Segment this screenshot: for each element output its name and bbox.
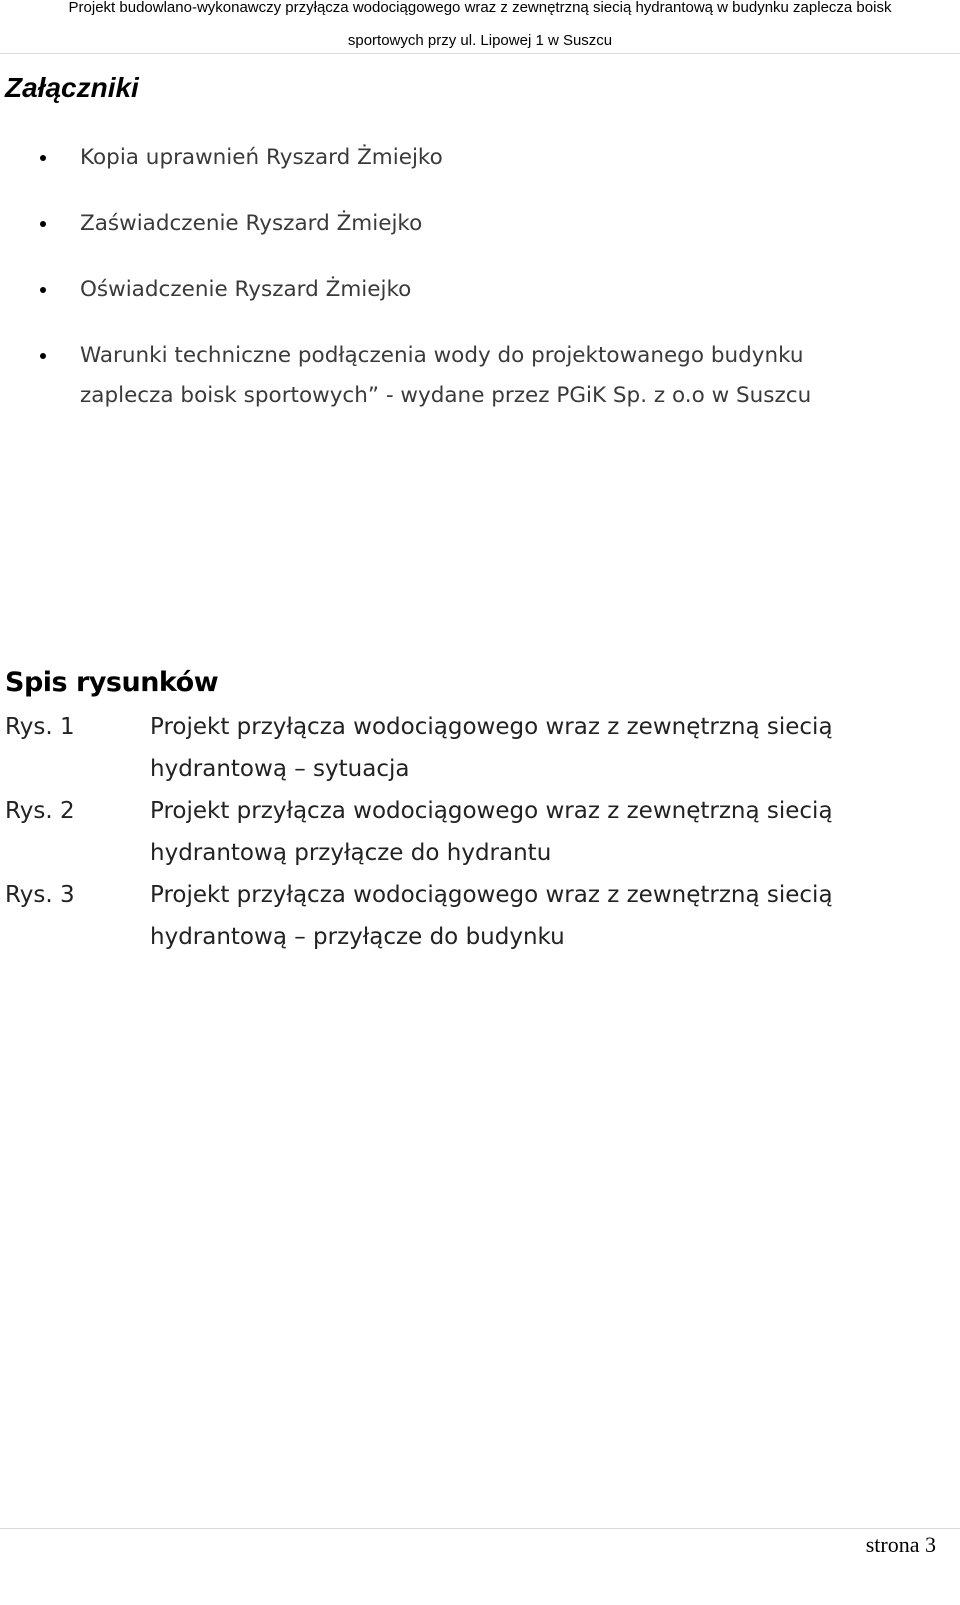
- drawings-heading: Spis rysunków: [5, 667, 219, 698]
- drawing-title: Projekt przyłącza wodociągowego wraz z zewnętrzną siecią: [150, 714, 833, 740]
- footer-divider: [0, 1528, 960, 1529]
- attachments-heading: Załączniki: [5, 72, 139, 103]
- list-item-text: Zaświadczenie Ryszard Żmiejko: [80, 211, 423, 236]
- list-item-text: Warunki techniczne podłączenia wody do projektowanego budynku: [80, 343, 804, 368]
- list-item-text: Oświadczenie Ryszard Żmiejko: [80, 277, 412, 302]
- drawing-number: Rys. 2: [5, 798, 75, 824]
- drawing-number: Rys. 3: [5, 882, 75, 908]
- drawing-title-continued: hydrantową przyłącze do hydrantu: [150, 840, 552, 866]
- drawing-title-continued: hydrantową – sytuacja: [150, 756, 410, 782]
- drawing-title-continued: hydrantową – przyłącze do budynku: [150, 924, 565, 950]
- bullet-icon: [40, 155, 46, 161]
- header-line-1: Projekt budowlano-wykonawczy przyłącza wodociągowego wraz z zewnętrzną siecią hydrantową w budynku zaplecza boisk: [68, 0, 892, 16]
- page-number: strona 3: [865, 1532, 936, 1557]
- header-line-2: sportowych przy ul. Lipowej 1 w Suszcu: [347, 32, 613, 49]
- drawing-title: Projekt przyłącza wodociągowego wraz z zewnętrzną siecią: [150, 798, 833, 824]
- bullet-icon: [40, 287, 46, 293]
- drawing-number: Rys. 1: [5, 714, 75, 740]
- drawing-title: Projekt przyłącza wodociągowego wraz z zewnętrzną siecią: [150, 882, 833, 908]
- list-item-text: Kopia uprawnień Ryszard Żmiejko: [80, 145, 443, 170]
- bullet-icon: [40, 221, 46, 227]
- bullet-icon: [40, 353, 46, 359]
- list-item-text-continued: zaplecza boisk sportowych” - wydane przez PGiK Sp. z o.o w Suszcu: [80, 383, 812, 408]
- page-header: [0, 0, 960, 54]
